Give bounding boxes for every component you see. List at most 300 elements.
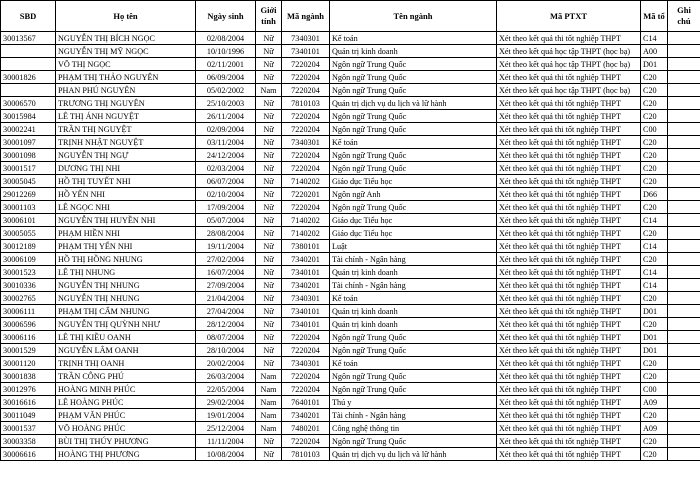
cell-ma-nganh: 7340201 — [282, 279, 330, 292]
cell-ma-to: D66 — [641, 188, 668, 201]
cell-ho-ten: NGUYỄN THỊ BÍCH NGỌC — [56, 32, 196, 45]
cell-ngay-sinh: 10/10/1996 — [196, 45, 256, 58]
cell-ma-to: A00 — [641, 45, 668, 58]
table-row — [1, 435, 700, 448]
cell-ho-ten: TRỊNH THỊ OANH — [56, 357, 196, 370]
cell-ghi-chu — [668, 58, 700, 71]
cell-sbd: 30012189 — [1, 240, 56, 253]
cell-ho-ten: LÊ THỊ ÁNH NGUYỆT — [56, 110, 196, 123]
cell-ghi-chu — [668, 279, 700, 292]
cell-ngay-sinh: 02/09/2004 — [196, 123, 256, 136]
cell-ngay-sinh: 25/12/2004 — [196, 422, 256, 435]
cell-ghi-chu — [668, 409, 700, 422]
cell-ho-ten: HỒ THỊ HỒNG NHUNG — [56, 253, 196, 266]
cell-ma-nganh: 7640101 — [282, 396, 330, 409]
cell-gioi-tinh: Nữ — [256, 188, 282, 201]
cell-ghi-chu — [668, 396, 700, 409]
header-ghi-chu: Ghi chú — [668, 1, 700, 32]
cell-ma-nganh: 7340101 — [282, 305, 330, 318]
cell-ngay-sinh: 27/02/2004 — [196, 253, 256, 266]
cell-ho-ten: NGUYỄN THỊ NGỰ — [56, 149, 196, 162]
cell-ten-nganh: Tài chính - Ngân hàng — [330, 409, 497, 422]
cell-ma-to: D01 — [641, 331, 668, 344]
cell-ten-nganh: Ngôn ngữ Trung Quốc — [330, 162, 497, 175]
cell-sbd: 30001517 — [1, 162, 56, 175]
cell-ma-to: A09 — [641, 396, 668, 409]
cell-gioi-tinh: Nữ — [256, 266, 282, 279]
cell-sbd — [1, 84, 56, 97]
cell-ten-nganh: Quản trị kinh doanh — [330, 45, 497, 58]
cell-ten-nganh: Ngôn ngữ Trung Quốc — [330, 435, 497, 448]
cell-ngay-sinh: 08/07/2004 — [196, 331, 256, 344]
cell-sbd: 30011049 — [1, 409, 56, 422]
table-row — [1, 370, 700, 383]
cell-ma-to: C20 — [641, 201, 668, 214]
cell-ho-ten: HỒ YẾN NHI — [56, 188, 196, 201]
cell-ma-to: C00 — [641, 123, 668, 136]
cell-sbd: 30002765 — [1, 292, 56, 305]
cell-gioi-tinh: Nữ — [256, 149, 282, 162]
cell-ngay-sinh: 28/10/2004 — [196, 344, 256, 357]
cell-ho-ten: LÊ THỊ KIỀU OANH — [56, 331, 196, 344]
cell-ten-nganh: Ngôn ngữ Trung Quốc — [330, 123, 497, 136]
cell-ghi-chu — [668, 357, 700, 370]
cell-sbd: 30001529 — [1, 344, 56, 357]
cell-ma-nganh: 7220204 — [282, 370, 330, 383]
cell-sbd: 30006101 — [1, 214, 56, 227]
cell-ten-nganh: Ngôn ngữ Trung Quốc — [330, 383, 497, 396]
cell-ma-nganh: 7220204 — [282, 123, 330, 136]
cell-sbd: 30006596 — [1, 318, 56, 331]
cell-ho-ten: TRẦN THỊ NGUYỆT — [56, 123, 196, 136]
cell-ten-nganh: Ngôn ngữ Trung Quốc — [330, 370, 497, 383]
cell-gioi-tinh: Nữ — [256, 292, 282, 305]
cell-sbd: 30010336 — [1, 279, 56, 292]
cell-ma-nganh: 7340301 — [282, 136, 330, 149]
cell-ma-to: C20 — [641, 110, 668, 123]
cell-ho-ten: NGUYỄN THỊ NHUNG — [56, 292, 196, 305]
cell-ghi-chu — [668, 344, 700, 357]
table-row — [1, 396, 700, 409]
cell-ngay-sinh: 29/02/2004 — [196, 396, 256, 409]
cell-ghi-chu — [668, 201, 700, 214]
cell-ma-ptxt: Xét theo kết quả thi tốt nghiệp THPT — [497, 292, 641, 305]
cell-ten-nganh: Tài chính - Ngân hàng — [330, 279, 497, 292]
cell-gioi-tinh: Nam — [256, 409, 282, 422]
cell-ghi-chu — [668, 175, 700, 188]
cell-ten-nganh: Ngôn ngữ Trung Quốc — [330, 331, 497, 344]
cell-gioi-tinh: Nữ — [256, 331, 282, 344]
cell-ma-ptxt: Xét theo kết quả thi tốt nghiệp THPT — [497, 162, 641, 175]
cell-ma-ptxt: Xét theo kết quả thi tốt nghiệp THPT — [497, 422, 641, 435]
cell-ngay-sinh: 11/11/2004 — [196, 435, 256, 448]
cell-ghi-chu — [668, 305, 700, 318]
cell-ho-ten: HOÀNG THỊ PHƯƠNG — [56, 448, 196, 461]
cell-ma-to: C14 — [641, 214, 668, 227]
table-row — [1, 331, 700, 344]
cell-ma-ptxt: Xét theo kết quả thi tốt nghiệp THPT — [497, 188, 641, 201]
cell-ten-nganh: Ngôn ngữ Trung Quốc — [330, 84, 497, 97]
cell-ngay-sinh: 28/08/2004 — [196, 227, 256, 240]
cell-ngay-sinh: 02/11/2001 — [196, 58, 256, 71]
cell-ngay-sinh: 16/07/2004 — [196, 266, 256, 279]
cell-ghi-chu — [668, 162, 700, 175]
cell-ma-ptxt: Xét theo kết quả thi tốt nghiệp THPT — [497, 435, 641, 448]
table-row — [1, 149, 700, 162]
cell-gioi-tinh: Nam — [256, 396, 282, 409]
cell-gioi-tinh: Nữ — [256, 448, 282, 461]
cell-ghi-chu — [668, 370, 700, 383]
table-row — [1, 71, 700, 84]
cell-ten-nganh: Quản trị kinh doanh — [330, 266, 497, 279]
cell-ma-nganh: 7810103 — [282, 97, 330, 110]
cell-ho-ten: PHẠM THỊ THẢO NGUYÊN — [56, 71, 196, 84]
cell-ma-ptxt: Xét theo kết quả thi tốt nghiệp THPT — [497, 71, 641, 84]
cell-gioi-tinh: Nữ — [256, 97, 282, 110]
cell-ma-nganh: 7480201 — [282, 422, 330, 435]
cell-ma-to: C20 — [641, 149, 668, 162]
cell-ma-ptxt: Xét theo kết quả thi tốt nghiệp THPT — [497, 357, 641, 370]
cell-ma-to: C20 — [641, 253, 668, 266]
cell-sbd: 30005045 — [1, 175, 56, 188]
cell-ma-ptxt: Xét theo kết quả thi tốt nghiệp THPT — [497, 214, 641, 227]
cell-ho-ten: NGUYỄN THỊ QUỲNH NHƯ — [56, 318, 196, 331]
cell-ten-nganh: Quản trị kinh doanh — [330, 318, 497, 331]
cell-ma-ptxt: Xét theo kết quả thi tốt nghiệp THPT — [497, 279, 641, 292]
cell-ma-to: C20 — [641, 84, 668, 97]
cell-ngay-sinh: 28/12/2004 — [196, 318, 256, 331]
cell-ghi-chu — [668, 136, 700, 149]
cell-ngay-sinh: 05/02/2002 — [196, 84, 256, 97]
cell-ma-ptxt: Xét theo kết quả thi tốt nghiệp THPT — [497, 240, 641, 253]
table-row — [1, 136, 700, 149]
cell-ten-nganh: Ngôn ngữ Trung Quốc — [330, 58, 497, 71]
cell-ghi-chu — [668, 32, 700, 45]
cell-ten-nganh: Kế toán — [330, 136, 497, 149]
cell-ghi-chu — [668, 71, 700, 84]
cell-gioi-tinh: Nữ — [256, 58, 282, 71]
cell-ho-ten: PHẠM THỊ CẨM NHUNG — [56, 305, 196, 318]
cell-ma-ptxt: Xét theo kết quả thi tốt nghiệp THPT — [497, 383, 641, 396]
cell-ma-nganh: 7220201 — [282, 188, 330, 201]
header-ma-ptxt: Mã PTXT — [497, 1, 641, 32]
cell-ten-nganh: Ngôn ngữ Trung Quốc — [330, 201, 497, 214]
table-row — [1, 45, 700, 58]
cell-sbd: 30006616 — [1, 448, 56, 461]
cell-ma-to: C20 — [641, 136, 668, 149]
cell-sbd — [1, 58, 56, 71]
table-row — [1, 266, 700, 279]
cell-sbd: 30015984 — [1, 110, 56, 123]
cell-gioi-tinh: Nữ — [256, 32, 282, 45]
cell-ngay-sinh: 24/12/2004 — [196, 149, 256, 162]
cell-sbd: 30006109 — [1, 253, 56, 266]
cell-ma-nganh: 7140202 — [282, 227, 330, 240]
header-ma-to: Mã tổ — [641, 1, 668, 32]
cell-ma-ptxt: Xét theo kết quả thi tốt nghiệp THPT — [497, 331, 641, 344]
cell-ma-ptxt: Xét theo kết quả thi tốt nghiệp THPT — [497, 227, 641, 240]
header-gioi-tinh: Giới tính — [256, 1, 282, 32]
cell-ma-nganh: 7810103 — [282, 448, 330, 461]
cell-gioi-tinh: Nữ — [256, 136, 282, 149]
table-row — [1, 97, 700, 110]
cell-ma-nganh: 7220204 — [282, 162, 330, 175]
cell-ten-nganh: Kế toán — [330, 32, 497, 45]
cell-sbd: 30003358 — [1, 435, 56, 448]
cell-gioi-tinh: Nữ — [256, 253, 282, 266]
table-body — [1, 32, 700, 461]
cell-gioi-tinh: Nữ — [256, 201, 282, 214]
cell-ngay-sinh: 25/10/2003 — [196, 97, 256, 110]
cell-ngay-sinh: 02/08/2004 — [196, 32, 256, 45]
cell-ghi-chu — [668, 84, 700, 97]
cell-ma-nganh: 7340301 — [282, 292, 330, 305]
cell-sbd: 30016616 — [1, 396, 56, 409]
cell-gioi-tinh: Nam — [256, 84, 282, 97]
cell-ma-ptxt: Xét theo kết quả thi tốt nghiệp THPT — [497, 253, 641, 266]
cell-ma-nganh: 7220204 — [282, 201, 330, 214]
cell-ma-ptxt: Xét theo kết quả thi tốt nghiệp THPT — [497, 149, 641, 162]
cell-gioi-tinh: Nữ — [256, 305, 282, 318]
cell-ma-nganh: 7340101 — [282, 266, 330, 279]
table-row — [1, 305, 700, 318]
cell-ho-ten: VÕ THỊ NGỌC — [56, 58, 196, 71]
table-row — [1, 110, 700, 123]
cell-ngay-sinh: 06/09/2004 — [196, 71, 256, 84]
cell-ma-ptxt: Xét theo kết quả thi tốt nghiệp THPT — [497, 396, 641, 409]
cell-gioi-tinh: Nữ — [256, 227, 282, 240]
table-row — [1, 240, 700, 253]
table-row — [1, 292, 700, 305]
cell-ma-to: C20 — [641, 318, 668, 331]
cell-ho-ten: LÊ HOÀNG PHÚC — [56, 396, 196, 409]
cell-ngay-sinh: 26/11/2004 — [196, 110, 256, 123]
cell-ngay-sinh: 22/05/2004 — [196, 383, 256, 396]
cell-sbd: 30001838 — [1, 370, 56, 383]
cell-ho-ten: HOÀNG MINH PHÚC — [56, 383, 196, 396]
cell-sbd: 30006111 — [1, 305, 56, 318]
cell-ngay-sinh: 27/04/2004 — [196, 305, 256, 318]
cell-sbd: 30001537 — [1, 422, 56, 435]
cell-ma-nganh: 7340201 — [282, 253, 330, 266]
cell-ten-nganh: Kế toán — [330, 357, 497, 370]
cell-gioi-tinh: Nam — [256, 383, 282, 396]
cell-ghi-chu — [668, 227, 700, 240]
cell-ten-nganh: Quản trị kinh doanh — [330, 305, 497, 318]
table-row — [1, 448, 700, 461]
cell-ma-to: D01 — [641, 344, 668, 357]
cell-sbd: 30013567 — [1, 32, 56, 45]
table-row — [1, 162, 700, 175]
cell-ngay-sinh: 19/11/2004 — [196, 240, 256, 253]
cell-ma-to: D01 — [641, 305, 668, 318]
header-ngay-sinh: Ngày sinh — [196, 1, 256, 32]
cell-ho-ten: DƯƠNG THỊ NHI — [56, 162, 196, 175]
table-row — [1, 318, 700, 331]
cell-gioi-tinh: Nữ — [256, 318, 282, 331]
cell-sbd: 30006116 — [1, 331, 56, 344]
cell-sbd: 29012269 — [1, 188, 56, 201]
cell-ma-ptxt: Xét theo kết quả thi tốt nghiệp THPT — [497, 370, 641, 383]
cell-ghi-chu — [668, 448, 700, 461]
cell-ho-ten: NGUYỄN LÂM OANH — [56, 344, 196, 357]
cell-ma-ptxt: Xét theo kết quả thi tốt nghiệp THPT — [497, 110, 641, 123]
cell-ngay-sinh: 27/09/2004 — [196, 279, 256, 292]
cell-ma-to: C20 — [641, 71, 668, 84]
cell-ma-to: C14 — [641, 279, 668, 292]
cell-ngay-sinh: 10/08/2004 — [196, 448, 256, 461]
table-row — [1, 409, 700, 422]
cell-sbd: 30005055 — [1, 227, 56, 240]
table-row — [1, 214, 700, 227]
cell-ghi-chu — [668, 435, 700, 448]
cell-ho-ten: NGUYỄN THỊ MỸ NGỌC — [56, 45, 196, 58]
cell-ma-nganh: 7140202 — [282, 214, 330, 227]
cell-ghi-chu — [668, 214, 700, 227]
cell-ngay-sinh: 02/03/2004 — [196, 162, 256, 175]
cell-ma-nganh: 7220204 — [282, 58, 330, 71]
table-row — [1, 188, 700, 201]
cell-ten-nganh: Luật — [330, 240, 497, 253]
cell-ngay-sinh: 19/01/2004 — [196, 409, 256, 422]
cell-ma-to: C20 — [641, 448, 668, 461]
cell-ghi-chu — [668, 45, 700, 58]
cell-ma-ptxt: Xét theo kết quả thi tốt nghiệp THPT — [497, 175, 641, 188]
table-row — [1, 422, 700, 435]
cell-sbd: 30012976 — [1, 383, 56, 396]
cell-gioi-tinh: Nữ — [256, 45, 282, 58]
cell-ten-nganh: Giáo dục Tiểu học — [330, 227, 497, 240]
cell-gioi-tinh: Nữ — [256, 110, 282, 123]
cell-ten-nganh: Ngôn ngữ Trung Quốc — [330, 71, 497, 84]
cell-ten-nganh: Kế toán — [330, 292, 497, 305]
cell-ma-ptxt: Xét theo kết quả thi tốt nghiệp THPT — [497, 318, 641, 331]
table-row — [1, 123, 700, 136]
cell-ngay-sinh: 26/03/2004 — [196, 370, 256, 383]
cell-sbd: 30002241 — [1, 123, 56, 136]
cell-ma-nganh: 7220204 — [282, 71, 330, 84]
table-header-row — [1, 1, 700, 32]
cell-ma-nganh: 7340101 — [282, 318, 330, 331]
cell-ma-ptxt: Xét theo kết quả học tập THPT (học bạ) — [497, 45, 641, 58]
cell-ghi-chu — [668, 266, 700, 279]
cell-ma-ptxt: Xét theo kết quả thi tốt nghiệp THPT — [497, 136, 641, 149]
cell-ghi-chu — [668, 331, 700, 344]
cell-ten-nganh: Giáo dục Tiểu học — [330, 175, 497, 188]
cell-ghi-chu — [668, 97, 700, 110]
cell-ma-nganh: 7220204 — [282, 331, 330, 344]
cell-ten-nganh: Ngôn ngữ Trung Quốc — [330, 344, 497, 357]
cell-sbd: 30001097 — [1, 136, 56, 149]
cell-ma-ptxt: Xét theo kết quả thi tốt nghiệp THPT — [497, 32, 641, 45]
cell-ma-ptxt: Xét theo kết quả thi tốt nghiệp THPT — [497, 97, 641, 110]
cell-ma-nganh: 7220204 — [282, 435, 330, 448]
cell-sbd: 30001120 — [1, 357, 56, 370]
cell-ma-ptxt: Xét theo kết quả học tập THPT (học bạ) — [497, 58, 641, 71]
header-ma-nganh: Mã ngành — [282, 1, 330, 32]
table-row — [1, 175, 700, 188]
table-row — [1, 357, 700, 370]
cell-ho-ten: BÙI THỊ THÚY PHƯƠNG — [56, 435, 196, 448]
cell-ma-to: C14 — [641, 266, 668, 279]
cell-ma-to: C20 — [641, 292, 668, 305]
cell-ma-nganh: 7340301 — [282, 357, 330, 370]
cell-ngay-sinh: 05/07/2004 — [196, 214, 256, 227]
cell-ho-ten: PHAN PHÚ NGUYÊN — [56, 84, 196, 97]
cell-gioi-tinh: Nữ — [256, 214, 282, 227]
cell-gioi-tinh: Nam — [256, 370, 282, 383]
cell-gioi-tinh: Nữ — [256, 123, 282, 136]
cell-ma-to: C00 — [641, 383, 668, 396]
cell-ho-ten: PHẠM THỊ YẾN NHI — [56, 240, 196, 253]
cell-gioi-tinh: Nữ — [256, 357, 282, 370]
cell-ma-nganh: 7380101 — [282, 240, 330, 253]
cell-ghi-chu — [668, 240, 700, 253]
table-row — [1, 201, 700, 214]
cell-ma-to: C20 — [641, 162, 668, 175]
cell-ma-to: C20 — [641, 97, 668, 110]
cell-ngay-sinh: 03/11/2004 — [196, 136, 256, 149]
cell-ma-nganh: 7220204 — [282, 149, 330, 162]
cell-ma-ptxt: Xét theo kết quả thi tốt nghiệp THPT — [497, 266, 641, 279]
cell-ma-to: C14 — [641, 240, 668, 253]
cell-sbd: 30006570 — [1, 97, 56, 110]
cell-ma-nganh: 7340301 — [282, 32, 330, 45]
cell-ho-ten: LÊ THỊ NHUNG — [56, 266, 196, 279]
cell-ghi-chu — [668, 422, 700, 435]
header-sbd: SBD — [1, 1, 56, 32]
cell-gioi-tinh: Nữ — [256, 162, 282, 175]
cell-ma-ptxt: Xét theo kết quả thi tốt nghiệp THPT — [497, 448, 641, 461]
cell-ma-nganh: 7340101 — [282, 45, 330, 58]
cell-ghi-chu — [668, 318, 700, 331]
cell-ten-nganh: Giáo dục Tiểu học — [330, 214, 497, 227]
header-ten-nganh: Tên ngành — [330, 1, 497, 32]
cell-ho-ten: TRẦN CÔNG PHÚ — [56, 370, 196, 383]
cell-ma-to: A09 — [641, 422, 668, 435]
cell-ten-nganh: Ngôn ngữ Trung Quốc — [330, 110, 497, 123]
cell-ho-ten: NGUYỄN THỊ NHUNG — [56, 279, 196, 292]
cell-ma-nganh: 7220204 — [282, 383, 330, 396]
cell-ngay-sinh: 17/09/2004 — [196, 201, 256, 214]
table-row — [1, 227, 700, 240]
cell-ma-nganh: 7140202 — [282, 175, 330, 188]
cell-ghi-chu — [668, 123, 700, 136]
cell-ma-to: C14 — [641, 32, 668, 45]
cell-ma-to: C20 — [641, 227, 668, 240]
cell-ho-ten: HỒ THỊ TUYẾT NHI — [56, 175, 196, 188]
cell-sbd — [1, 45, 56, 58]
cell-ho-ten: PHẠM HIỀN NHI — [56, 227, 196, 240]
cell-ho-ten: VÕ HOÀNG PHÚC — [56, 422, 196, 435]
cell-ho-ten: NGUYỄN THỊ HUYỀN NHI — [56, 214, 196, 227]
cell-ten-nganh: Thú y — [330, 396, 497, 409]
cell-ghi-chu — [668, 383, 700, 396]
cell-gioi-tinh: Nữ — [256, 175, 282, 188]
header-ho-ten: Họ tên — [56, 1, 196, 32]
cell-ngay-sinh: 02/10/2004 — [196, 188, 256, 201]
cell-sbd: 30001523 — [1, 266, 56, 279]
table-row — [1, 84, 700, 97]
cell-ma-to: D01 — [641, 58, 668, 71]
table-row — [1, 32, 700, 45]
table-row — [1, 279, 700, 292]
cell-ngay-sinh: 06/07/2004 — [196, 175, 256, 188]
cell-ten-nganh: Công nghệ thông tin — [330, 422, 497, 435]
cell-ho-ten: TRỊNH NHẬT NGUYỆT — [56, 136, 196, 149]
cell-ma-to: C20 — [641, 409, 668, 422]
cell-ghi-chu — [668, 292, 700, 305]
